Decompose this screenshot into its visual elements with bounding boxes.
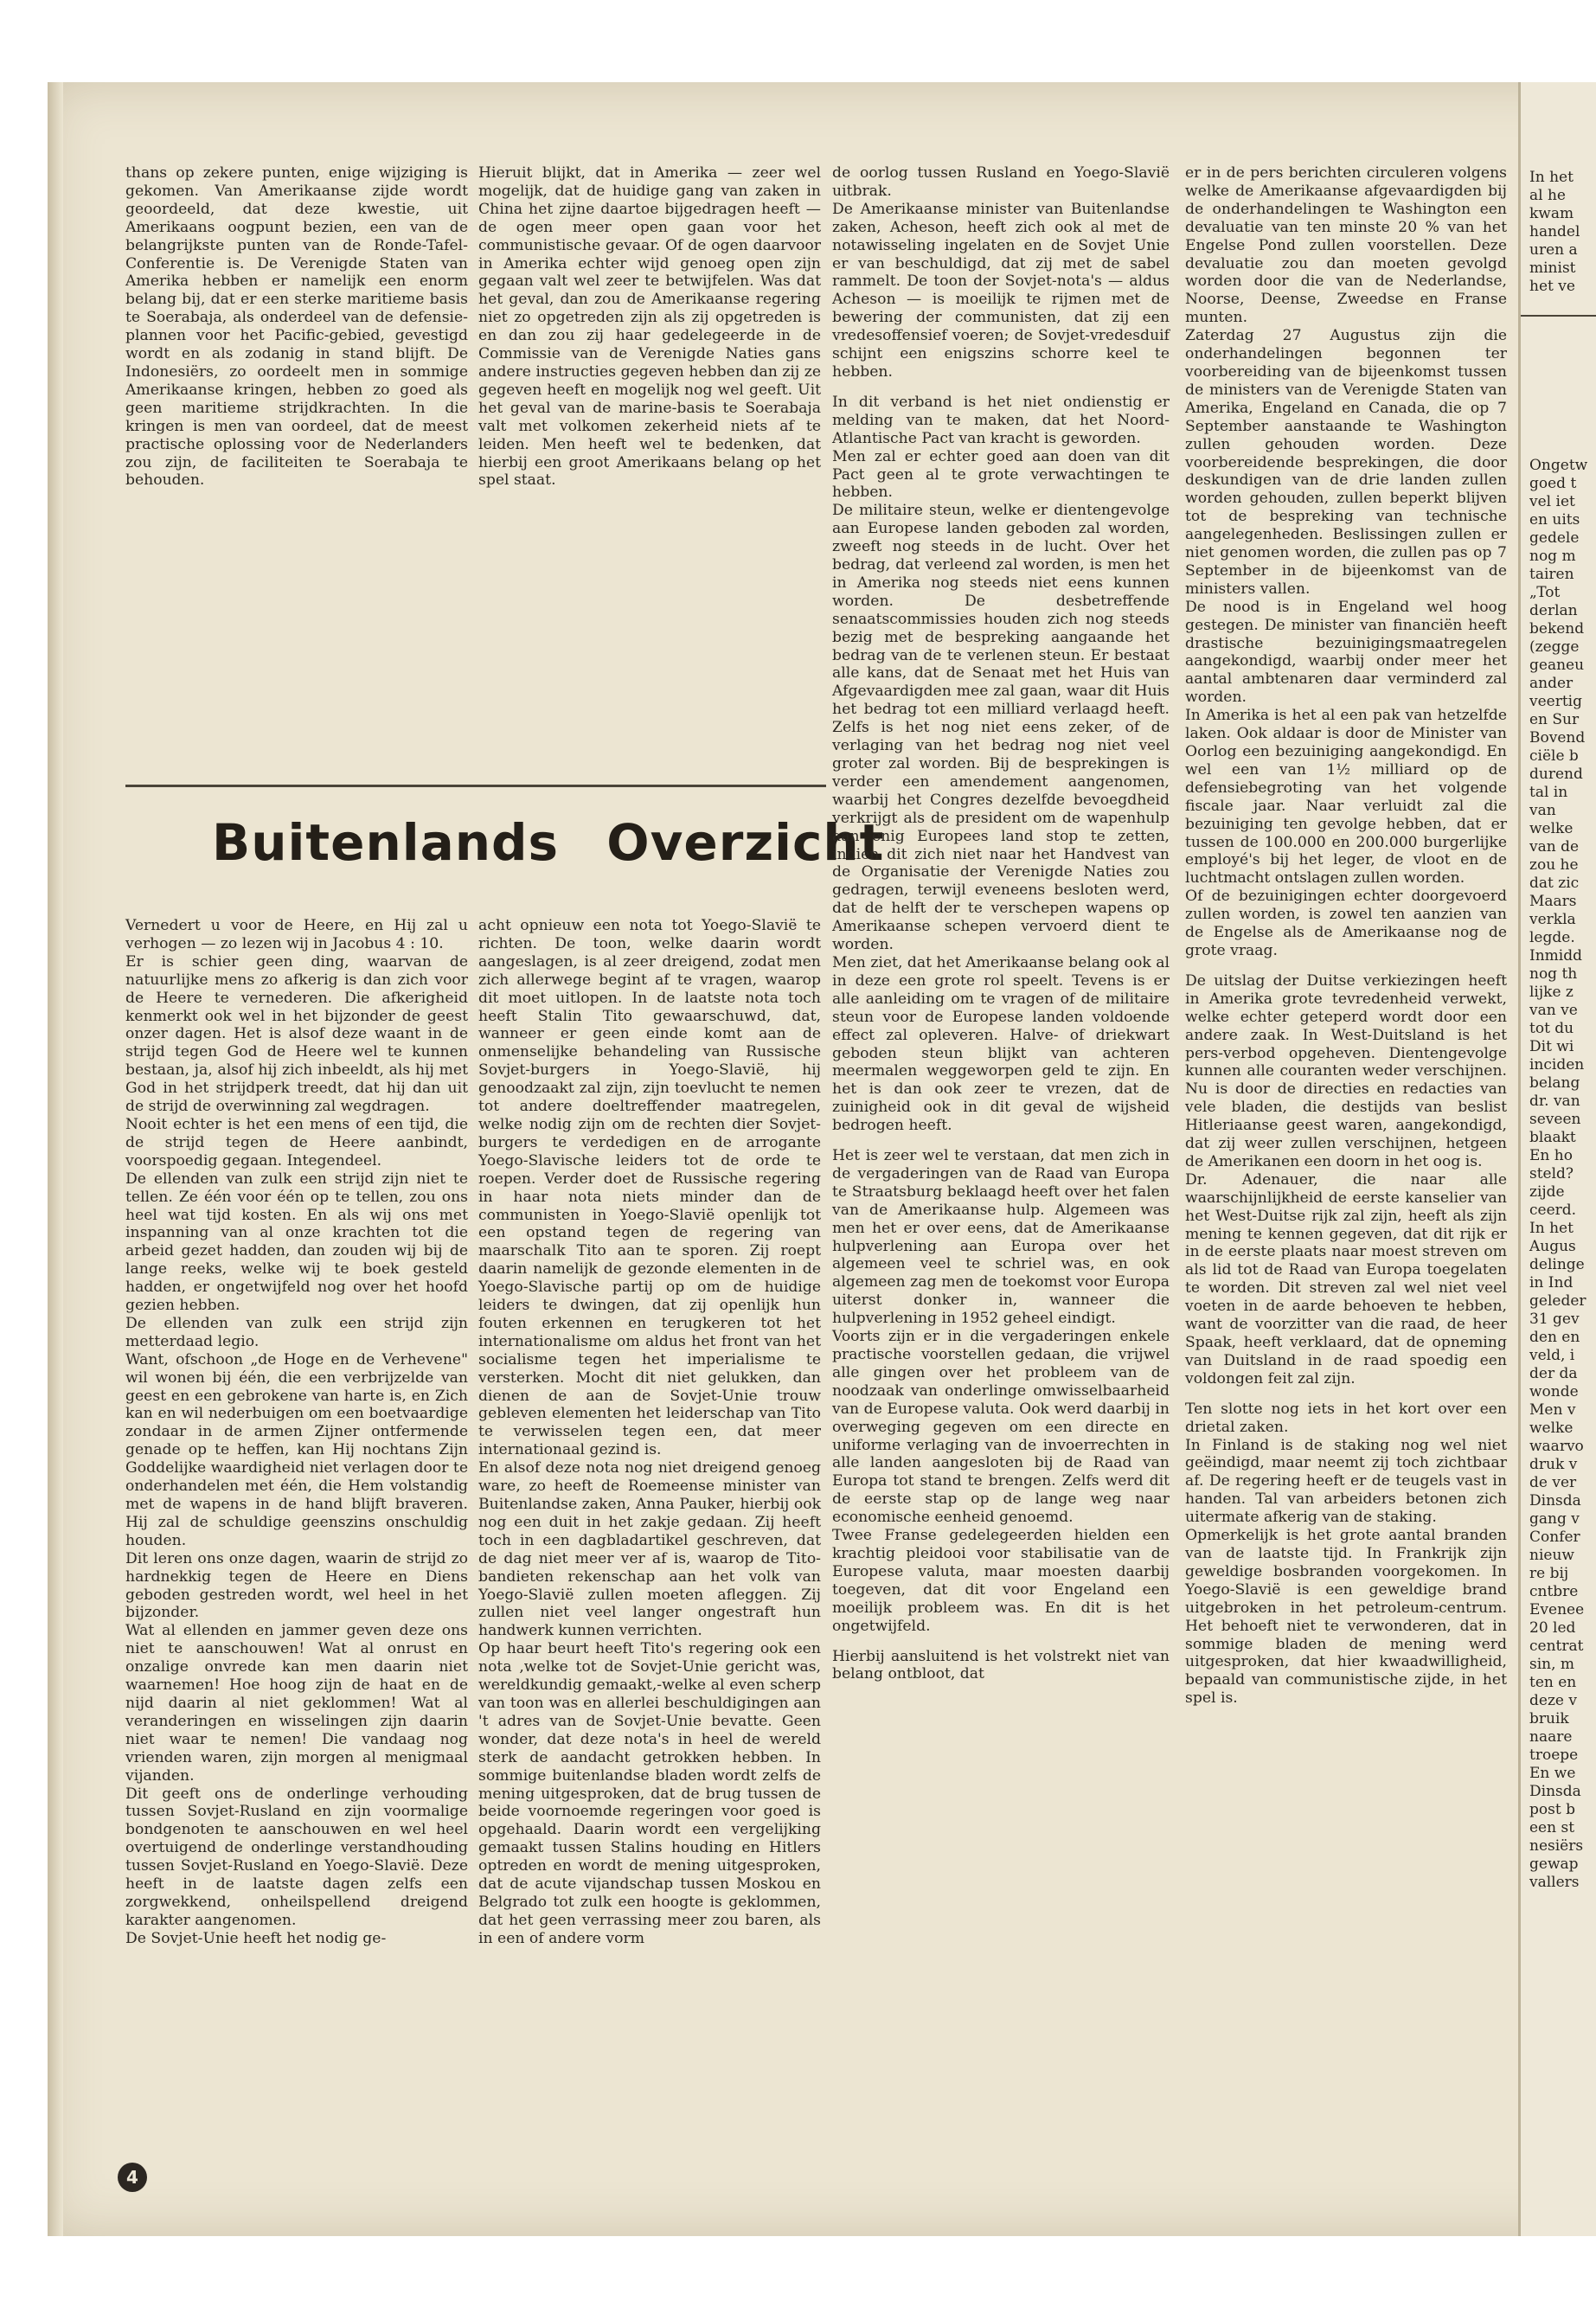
adjacent-page-fragment: 20 led [1529,1619,1576,1637]
adjacent-page-fragment: gewap [1529,1856,1579,1873]
col4-paragraph: Opmerkelijk is het grote aantal branden van de laatste tijd. In Frankrijk zijn geweldige bosbranden voorgekomen. In Yoego-Slavië is een geweldige brand uitgebroken in het petroleum-centrum. Het behoeft niet te verwonderen, dat in sommige bladen de mening werd uitgesproken, dat hier kwaadwilligheid, bepaald van communistische zijde, in het spel is. [1185,1527,1507,1708]
column-4 [1185,164,1507,1708]
adjacent-page-edge [1518,82,1596,2236]
adjacent-page-fragment: Evenee [1529,1601,1585,1618]
adjacent-page-fragment: post b [1529,1801,1575,1818]
adjacent-page-fragment: gang v [1529,1510,1580,1528]
adjacent-page-fragment: Bovend [1529,729,1586,747]
adjacent-page-fragment: van ve [1529,1002,1578,1019]
adjacent-page-fragment: en Sur [1529,711,1580,728]
adjacent-page-gap [1521,327,1596,457]
adjacent-page-fragment: nog th [1529,965,1578,983]
adjacent-page-fragment: bruik [1529,1710,1569,1727]
col4-paragraph: De nood is in Engeland wel hoog gestegen. De minister van financiën heeft drastische bezuinigingsmaatregelen aangekondigd, waarbij onder meer het aantal ambtenaren daar verminderd zal worden. [1185,598,1507,707]
adjacent-page-fragment: deze v [1529,1692,1577,1709]
headline-word-1: Buitenlands [212,813,560,872]
adjacent-page-fragment: de ver [1529,1474,1577,1491]
adjacent-page-fragment: vel iet [1529,493,1575,510]
adjacent-page-fragment: dat zic [1529,875,1580,892]
adjacent-page-fragment: Maars [1529,893,1577,910]
adjacent-page-fragment: Ongetw [1529,457,1588,474]
adjacent-page-fragment: vallers [1529,1874,1580,1891]
col4-paragraph: De uitslag der Duitse verkiezingen heeft in Amerika grote tevredenheid verwekt, welke echter geteperd wordt door een andere zaak. In West-Duitsland is het pers-verbod opgeheven. Dientengevolge kunnen alle couranten weder verschijnen. Nu is door de directies en redacties van vele bladen, die destijds van beslist Hitleriaanse geest waren, aangekondigd, dat zij weer zullen verschijnen, hetgeen de Amerikanen een doorn in het oog is. [1185,971,1507,1170]
lower-col1-paragraph: Vernedert u voor de Heere, en Hij zal u verhogen — zo lezen wij in Jacobus 4 : 10. [125,917,468,952]
adjacent-page-fragment: ceerd. [1529,1202,1577,1219]
col3-paragraph: De Amerikaanse minister van Buitenlandse zaken, Acheson, heeft zich ook al met de notawisseling ingelaten en de Sovjet Unie er van beschuldigd, dat zij met de sabel rammelt. De toon der Sovjet-nota's — aldus Acheson — is moeilijk te rijmen met de bewering der communisten, dat zij een vredesoffensief voeren; de Sovjet-vredesduif schijnt een enigszins schorre keel te hebben. [832,200,1170,381]
lower-column-2 [478,917,821,1948]
headline-word-2: Overzicht [606,813,885,872]
adjacent-page-fragment: In het [1529,169,1574,186]
adjacent-page-fragment: van de [1529,838,1580,856]
adjacent-page-fragment: En ho [1529,1147,1573,1164]
col3-paragraph: De militaire steun, welke er dientengevolge aan Europese landen geboden zal worden, zweeft nog steeds in de lucht. Over het bedrag, dat verleend zal worden, is men het in Amerika nog steeds niet eens kunnen worden. De desbetreffende senaatscommissies houden zich nog steeds bezig met de bespreking aangaande het bedrag van de te verlenen steun. Er bestaat alle kans, dat de Senaat met het Huis van Afgevaardigden mee zal gaan, waar dit Huis het bedrag tot een milliard verlaagd heeft. Zelfs is het nog niet eens zeker, of de verlaging van het bedrag nog niet veel groter zal worden. Bij de besprekingen is verder een amendement aangenomen, waarbij het Congres dezelfde bevoegdheid verkrijgt als de president om de wapenhulp aan enig Europees land stop te zetten, indien dit zich niet naar het Handvest van de Organisatie der Verenigde Naties zou gedragen, terwijl eveneens besloten werd, dat de helft der te verschepen wapens op Amerikaanse schepen vervoerd dient te worden. [832,502,1170,954]
adjacent-page-fragment: tal in [1529,784,1568,801]
adjacent-page-fragment: sin, m [1529,1656,1575,1673]
adjacent-page-fragment: Dit wi [1529,1038,1574,1055]
adjacent-page-fragment: seveen [1529,1111,1581,1128]
adjacent-page-fragment: veld, i [1529,1347,1575,1364]
page-binding-shadow [48,82,63,2236]
adjacent-page-fragment: nog m [1529,548,1576,565]
lower-col1-paragraph: Er is schier geen ding, waarvan de natuurlijke mens zo afkerig is dan zich voor de Heere te vernederen. Die afkerigheid kenmerkt ook wel in het bijzonder de geest onzer dagen. Het is alsof deze waant in de strijd tegen God de Heere wel te kunnen bestaan, ja, alsof hij zich inbeeldt, als hij met God in het strijdperk treedt, dat hij dan uit de strijd de overwinning zal wegdragen. [125,952,468,1116]
col4-paragraph: Zaterdag 27 Augustus zijn die onderhandelingen begonnen ter voorbereiding van de bijeenkomst tussen de ministers van de Verenigde Staten van Amerika, Engeland en Canada, die op 7 September aanstaande te Washington zullen gehouden worden. Deze voorbereidende besprekingen, die door deskundigen van de drie landen zullen worden gehouden, zullen beperkt blijven tot de bespreking van technische aangelegenheden. Beslissingen zullen er niet genomen worden, die zullen pas op 7 September in de bijeenkomst van de ministers vallen. [1185,327,1507,598]
adjacent-page-fragment: der da [1529,1365,1578,1382]
adjacent-page-fragment: gedele [1529,529,1580,547]
col4-paragraph: In Finland is de staking nog wel niet geëindigd, maar neemt zij toch zichtbaar af. De regering heeft er de teugels vast in handen. Tal van arbeiders betonen zich uitermate afkerig van de staking. [1185,1436,1507,1527]
adjacent-page-fragment: „Tot [1529,584,1561,601]
adjacent-page-fragment: kwam [1529,205,1574,222]
adjacent-page-fragment: centrat [1529,1638,1584,1655]
adjacent-page-fragment: nieuw [1529,1547,1574,1564]
adjacent-page-fragment: uren a [1529,241,1578,259]
adjacent-page-fragment: delinge [1529,1256,1585,1273]
col4-paragraph: Ten slotte nog iets in het kort over een drietal zaken. [1185,1400,1507,1436]
page-number: 4 [118,2163,147,2192]
newspaper-page [112,156,1514,2163]
lower-col1-paragraph: Dit leren ons onze dagen, waarin de strijd zo hardnekkig tegen de Heere en Diens geboden gestreden wordt, wel heel in het bijzonder. [125,1549,468,1622]
adjacent-page-fragment: Men v [1529,1401,1576,1419]
lower-col1-paragraph: Want, ofschoon „de Hoge en de Verhevene" wil wonen bij één, die een verbrijzelde van geest en een gebrokene van harte is, en Zich kan en wil nederbuigen om een boetvaardige zondaar in de armen Zijner ontfermende genade op te heffen, kan Hij nochtans Zijn Goddelijke waardigheid niet verlagen door te onderhandelen met één, die Hem volstandig met de wapens in de hand blijft braveren. Hij zal de schuldige geenszins onschuldig houden. [125,1350,468,1549]
lower-col2-paragraph: En alsof deze nota nog niet dreigend genoeg ware, zo heeft de Roemeense minister van Buitenlandse zaken, Anna Pauker, hierbij ook nog een duit in het zakje gedaan. Zij heeft toch in een dagbladartikel geschreven, dat de dag niet meer ver af is, waarop de Tito-bandieten rekenschap aan het volk van Yoego-Slavië zullen moeten afleggen. Zij zullen niet veel langer ongestraft hun handwerk kunnen verrichten. [478,1459,821,1640]
adjacent-page-fragment: steld? [1529,1165,1574,1183]
adjacent-page-fragment: durend [1529,766,1583,783]
adjacent-page-fragment: zijde [1529,1183,1565,1201]
col3-paragraph: Hierbij aansluitend is het volstrekt niet van belang ontbloot, dat [832,1647,1170,1683]
adjacent-page-fragments [1521,82,1596,1892]
adjacent-page-fragment: Dinsda [1529,1492,1581,1509]
adjacent-page-fragment: tairen [1529,566,1574,583]
lower-col1-paragraph: Wat al ellenden en jammer geven deze ons niet te aanschouwen! Wat al onrust en onzalige onvrede kan men daarin niet waarnemen! Hoe hoog zijn de haat en de nijd daarin al niet geklommen! Wat al veranderingen en wisselingen zijn daarin niet waar te nemen! Die vandaag nog vrienden waren, zijn morgen al menigmaal vijanden. [125,1622,468,1785]
lower-col1-paragraph: Nooit echter is het een mens of een tijd, die de strijd tegen de Heere aanbindt, voorspoedig gegaan. Integendeel. [125,1115,468,1170]
adjacent-page-fragment: al he [1529,187,1566,204]
adjacent-page-fragment: In het [1529,1220,1574,1237]
adjacent-page-fragment: geleder [1529,1292,1586,1310]
col3-paragraph: Men ziet, dat het Amerikaanse belang ook al in deze een grote rol speelt. Tevens is er alle aanleiding om te vragen of de militaire steun voor de Europese landen voldoende effect zal opleveren. Halve- of driekwart geboden steun blijkt van achteren meermalen weggeworpen geld te zijn. En het is dan ook zeer te vrezen, dat de zuinigheid ook in dit geval de wijsheid bedrogen heeft. [832,953,1170,1135]
adjacent-page-fragment: wonde [1529,1383,1579,1400]
lower-col1-paragraph: De Sovjet-Unie heeft het nodig ge- [125,1929,387,1947]
adjacent-page-fragment: dr. van [1529,1093,1580,1110]
col3-paragraph: de oorlog tussen Rusland en Yoego-Slavië uitbrak. [832,164,1170,200]
adjacent-page-fragment: (zegge [1529,638,1580,656]
adjacent-page-fragment: geaneu [1529,657,1585,674]
lower-col1-paragraph: De ellenden van zulk een strijd zijn metterdaad legio. [125,1314,468,1350]
adjacent-page-fragment: bekend [1529,620,1585,638]
column-3 [832,164,1170,1683]
adjacent-page-fragment: troepe [1529,1747,1579,1764]
adjacent-page-fragment: zou he [1529,856,1579,874]
adjacent-page-fragment: verkla [1529,911,1576,928]
adjacent-page-rule [1521,315,1596,317]
adjacent-page-fragment: minist [1529,260,1576,277]
adjacent-page-fragment: het ve [1529,278,1575,295]
adjacent-page-fragment: handel [1529,223,1580,240]
adjacent-page-fragment: goed t [1529,475,1577,492]
adjacent-page-fragment: ander [1529,675,1574,692]
adjacent-page-fragment: re bij [1529,1565,1569,1582]
col4-paragraph: er in de pers berichten circuleren volgens welke de Amerikaanse afgevaardigden bij de onderhandelingen te Washington een devaluatie van ten minste 20 % van het Engelse Pond zullen voorstellen. Deze devaluatie zou dan moeten gevolgd worden door die van de Nederlandse, Noorse, Deense, Zweedse en Franse munten. [1185,164,1507,327]
col3-paragraph: Twee Franse gedelegeerden hielden een krachtig pleidooi voor stabilisatie van de Europese valuta, maar moesten daarbij toegeven, dat dit voor Engeland een moeilijk probleem was. En dit is het ongetwijfeld. [832,1527,1170,1635]
adjacent-page-fragment: waarvo [1529,1438,1584,1455]
upper-column-2 [478,164,821,490]
adjacent-page-fragment: lijke z [1529,984,1574,1001]
adjacent-page-fragment: En we [1529,1765,1576,1782]
adjacent-page-fragment: legde. [1529,929,1575,946]
adjacent-page-fragment: welke [1529,1420,1574,1437]
adjacent-page-fragment: cntbre [1529,1583,1579,1600]
headline [212,813,884,872]
adjacent-page-fragment: naare [1529,1728,1573,1746]
adjacent-page-fragment: Augus [1529,1238,1576,1255]
adjacent-page-fragment: druk v [1529,1456,1578,1473]
col3-paragraph: In dit verband is het niet ondienstig er melding van te maken, dat het Noord-Atlantische Pact van kracht is geworden. [832,393,1170,447]
adjacent-page-fragment: blaakt [1529,1129,1576,1146]
adjacent-page-fragment: 31 gev [1529,1311,1580,1328]
col3-paragraph: Men zal er echter goed aan doen van dit Pact geen al te grote verwachtingen te hebben. [832,447,1170,502]
lower-column-1 [125,917,468,1948]
col3-paragraph: Het is zeer wel te verstaan, dat men zich in de vergaderingen van de Raad van Europa te Straatsburg beklaagd heeft over het falen van de Amerikaanse hulp. Algemeen was men het er over eens, dat de Amerikaanse hulpverlening aan Europa over het algemeen veel te schriel was, en ook algemeen zag men de toekomst voor Europa uiterst donker in, wanneer die hulpverlening in 1952 geheel eindigt. [832,1147,1170,1328]
adjacent-page-fragment: nesiërs [1529,1837,1584,1855]
lower-col2-paragraph: acht opnieuw een nota tot Yoego-Slavië te richten. De toon, welke daarin wordt aangeslagen, is al zeer dreigend, zodat men zich allerwege begint af te vragen, waarop dit moet uitlopen. In de laatste nota toch heeft Stalin Tito gewaarschuwd, dat, wanneer er geen einde komt aan de onmenselijke behandeling van Russische Sovjet-burgers in Yoego-Slavië, hij genoodzaakt zal zijn, zijn toevlucht te nemen tot andere doeltreffender maatregelen, welke nodig zijn om de rechten dier Sovjet-burgers te verdedigen en de arrogante Yoego-Slavische leiders tot de orde te roepen. Verder doet de Russische regering in haar nota niets minder dan de communisten in Yoego-Slavië openlijk tot een opstand tegen de regering van maarschalk Tito aan te sporen. Zij roept daarin namelijk de gezonde elementen in de Yoego-Slavische partij op om de huidige leiders te dwingen, dat zij openlijk hun fouten erkennen en terugkeren tot het internationalisme om aldus het front van het socialisme tegen het imperialisme te versterken. Mocht dit niet gelukken, dan dienen de aan de Sovjet-Unie trouw gebleven elementen het leiderschap van Tito te verwisselen tegen een, dat meer internationaal gezind is. [478,917,821,1459]
upper-col2-text: Hieruit blijkt, dat in Amerika — zeer wel mogelijk, dat de huidige gang van zaken in China het zijne daartoe bijgedragen heeft — de ogen meer open gaan voor het communistische gevaar. Of de ogen daarvoor in Amerika echter wijd genoeg open zijn gegaan valt wel zeer te betwijfelen. Was dat het geval, dan zou de Amerikaanse regering niet zo opgetreden zijn als zij opgetreden is en dan zou zij haar gedelegeerde in de Commissie van de Verenigde Naties gans andere instructies gegeven hebben dan zij ze gegeven heeft en mogelijk nog wel geeft. Uit het geval van de marine-basis te Soerabaja valt met volkomen zekerheid niets af te leiden. Men heeft wel te bedenken, dat hierbij een groot Amerikaans belang op het spel staat. [478,164,821,490]
adjacent-page-fragment: derlan [1529,602,1578,619]
section-divider [125,785,826,787]
adjacent-page-fragment: inciden [1529,1056,1585,1074]
lower-col1-paragraph: De ellenden van zulk een strijd zijn niet te tellen. Ze één voor één op te tellen, zou ons heel wat tijd kosten. En als wij ons met inspanning van al onze krachten tot die arbeid gezet hadden, dan zouden wij bij de lange reeks, welke wij te boek gesteld hadden, er ongetwijfeld nog over het hoofd gezien hebben. [125,1170,468,1315]
adjacent-page-fragment: ciële b [1529,747,1579,765]
col4-paragraph: Dr. Adenauer, die naar alle waarschijnlijkheid de eerste kanselier van het West-Duitse rijk zal zijn, heeft als zijn mening te kennen gegeven, dat dit rijk er in de eerste plaats naar moest streven om als lid tot de Raad van Europa toegelaten te worden. Dit streven zal wel niet veel voeten in de aarde behoeven te hebben, want de voorzitter van die raad, de heer Spaak, heeft verklaard, dat de opneming van Duitsland in de raad spoedig een voldongen feit zal zijn. [1185,1170,1507,1388]
adjacent-page-fragment: en uits [1529,511,1580,529]
lower-col2-paragraph: Op haar beurt heeft Tito's regering ook een nota ,welke tot de Sovjet-Unie gericht was, wereldkundig gemaakt,-welke al even scherp van toon was en allerlei beschuldigingen aan 't adres van de Sovjet-Unie bevatte. Geen wonder, dat deze nota's in heel de wereld sterk de aandacht getrokken hebben. In sommige buitenlandse bladen wordt zelfs de mening uitgesproken, dat de brug tussen de beide voornoemde regeringen voor goed is opgehaald. Daarin wordt een vergelijking gemaakt tussen Stalins houding en Hitlers optreden en wordt de mening uitgesproken, dat de acute vijandschap tussen Moskou en Belgrado tot zulk een hoogte is geklommen, dat het geen verrassing meer zou baren, als in een of andere vorm [478,1640,821,1947]
adjacent-page-fragment: tot du [1529,1020,1574,1037]
lower-col1-paragraph: Dit geeft ons de onderlinge verhouding tussen Sovjet-Rusland en zijn voormalige bondgenoten te aanschouwen en wel heel overtuigend de onderlinge verstandhouding tussen Sovjet-Rusland en Yoego-Slavië. Deze heeft in de laatste dagen zelfs een zorgwekkend, onheilspellend dreigend karakter aangenomen. [125,1785,468,1929]
adjacent-page-fragment: Confer [1529,1529,1580,1546]
upper-column-1 [125,164,468,490]
col4-paragraph: In Amerika is het al een pak van hetzelfde laken. Ook aldaar is door de Minister van Oorlog een bezuiniging aangekondigd. En wel een van 1½ milliard op de defensiebegroting van het volgende fiscale jaar. Naar verluidt zal die bezuiniging ten gevolge hebben, dat er tussen de 100.000 en 200.000 burgerlijke employé's bij het leger, de vloot en de luchtmacht ontslagen zullen worden. [1185,707,1507,888]
adjacent-page-fragment: Dinsda [1529,1783,1581,1800]
adjacent-page-fragment: Inmidd [1529,947,1582,965]
col3-paragraph: Voorts zijn er in die vergaderingen enkele practische voorstellen gedaan, die vrijwel alle gingen over het probleem van de noodzaak van onderlinge omwisselbaarheid van de Europese valuta. Ook werd daarbij in overweging gegeven om een directe en uniforme verlaging van de invoerrechten in alle landen aangesloten bij de Raad van Europa tot stand te brengen. Zelfs werd dit de eerste stap op de lange weg naar economische eenheid genoemd. [832,1328,1170,1527]
adjacent-page-fragment: van [1529,802,1556,819]
upper-col1-text: thans op zekere punten, enige wijziging is gekomen. Van Amerikaanse zijde wordt geoordeeld, dat deze kwestie, uit Amerikaans oogpunt bezien, een van de belangrijkste punten van de Ronde-Tafel-Conferentie is. De Verenigde Staten van Amerika hebben er namelijk een enorm belang bij, dat er een sterke maritieme basis te Soerabaja, als onderdeel van de defensie-plannen voor het Pacific-gebied, gevestigd wordt en als zodanig in stand blijft. De Indonesiërs, zo oordeelt men in sommige Amerikaanse kringen, hebben zo goed als geen maritieme strijdkrachten. In die kringen is men van oordeel, dat de meest practische oplossing voor de Nederlanders zou zijn, de faciliteiten te Soerabaja te behouden. [125,164,468,490]
adjacent-page-fragment: ten en [1529,1674,1577,1691]
adjacent-page-fragment: den en [1529,1329,1580,1346]
adjacent-page-fragment: welke [1529,820,1574,837]
adjacent-page-fragment: veertig [1529,693,1583,710]
adjacent-page-fragment: een st [1529,1819,1575,1836]
adjacent-page-fragment: in Ind [1529,1274,1574,1292]
adjacent-page-fragment: belang [1529,1074,1580,1092]
col4-paragraph: Of de bezuinigingen echter doorgevoerd zullen worden, is zowel ten aanzien van de Engelse als de Amerikaanse nog de grote vraag. [1185,888,1507,959]
